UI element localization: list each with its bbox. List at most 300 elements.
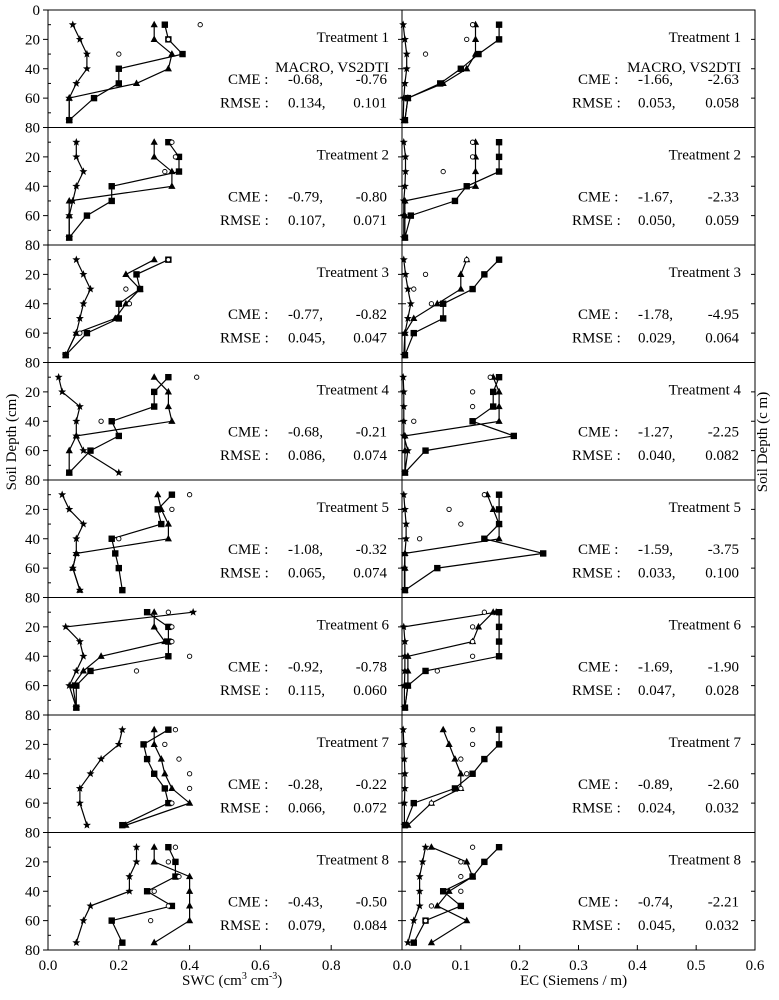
y-tick-label: 0 xyxy=(32,3,40,19)
swc-rmse-vs2dti: 0.072 xyxy=(353,800,387,817)
ec-macro-point xyxy=(490,389,496,395)
ec-cme-label: CME : xyxy=(578,424,619,441)
ec-observed-point xyxy=(488,375,492,379)
swc-macro-line xyxy=(69,142,179,238)
ec-macro-point xyxy=(411,800,417,806)
ec-x-tick-label: 0.6 xyxy=(745,958,765,974)
swc-cme-macro: -0.68, xyxy=(288,424,323,441)
y-axis-label-left: Soil Depth (cm) xyxy=(4,393,20,491)
ec-rmse-label: RMSE : xyxy=(572,330,621,347)
swc-rmse-macro: 0.079, xyxy=(288,918,326,935)
y-tick-label: 40 xyxy=(25,61,40,78)
swc-cme-vs2dti: -0.80 xyxy=(355,189,387,206)
swc-macro-point xyxy=(165,653,171,659)
ec-macro-point xyxy=(408,212,414,218)
swc-rmse-vs2dti: 0.084 xyxy=(353,918,387,935)
ec-vs2dti-point xyxy=(445,740,452,747)
swc-macro-point xyxy=(169,491,175,497)
y-tick-label: 20 xyxy=(25,502,40,519)
swc-macro-point xyxy=(162,21,168,27)
swc-cme-label: CME : xyxy=(228,777,269,794)
ec-observed-point xyxy=(412,419,416,423)
swc-vs2dti-point xyxy=(158,755,165,762)
swc-observed-point xyxy=(177,874,181,878)
ec-macro-point xyxy=(496,844,502,850)
swc-observed-point xyxy=(163,742,167,746)
ec-panel-title: Treatment 7 xyxy=(668,735,741,751)
y-tick-label: 80 xyxy=(25,355,40,372)
ec-rmse-vs2dti: 0.032 xyxy=(705,800,739,817)
swc-initial-line xyxy=(76,847,136,943)
swc-cme-macro: -0.77, xyxy=(288,307,323,324)
ec-macro-point xyxy=(402,587,408,593)
y-tick-label: 20 xyxy=(25,32,40,49)
swc-cme-macro: -1.08, xyxy=(288,542,323,559)
ec-observed-point xyxy=(459,757,463,761)
ec-observed-point xyxy=(459,786,463,790)
swc-panel-title: Treatment 5 xyxy=(316,500,389,516)
swc-vs2dti-point xyxy=(186,799,193,806)
ec-vs2dti-point xyxy=(495,417,502,424)
swc-observed-point xyxy=(148,918,152,922)
swc-initial-point xyxy=(189,608,197,616)
swc-panel-title: Treatment 3 xyxy=(316,265,389,281)
swc-vs2dti-point xyxy=(80,667,87,674)
ec-panel-title: Treatment 3 xyxy=(668,265,741,281)
ec-macro-point xyxy=(496,741,502,747)
swc-rmse-label: RMSE : xyxy=(220,683,269,700)
swc-macro-point xyxy=(179,51,185,57)
swc-vs2dti-point xyxy=(66,447,73,454)
ec-observed-point xyxy=(412,287,416,291)
swc-macro-point xyxy=(109,183,115,189)
swc-observed-point xyxy=(170,140,174,144)
y-tick-label: 80 xyxy=(25,238,40,254)
swc-vs2dti-point xyxy=(151,726,158,733)
swc-vs2dti-point xyxy=(168,182,175,189)
swc-cme-label: CME : xyxy=(228,307,269,324)
swc-rmse-vs2dti: 0.101 xyxy=(353,95,387,112)
ec-observed-point xyxy=(423,918,427,922)
ec-observed-point xyxy=(447,507,451,511)
swc-observed-point xyxy=(170,639,174,643)
swc-rmse-macro: 0.086, xyxy=(288,448,326,465)
swc-macro-point xyxy=(87,668,93,674)
panels-group xyxy=(25,3,755,959)
ec-vs2dti-point xyxy=(440,726,447,733)
swc-macro-point xyxy=(172,859,178,865)
swc-observed-point xyxy=(173,727,177,731)
ec-observed-point xyxy=(470,654,474,658)
ec-models-header: MACRO, VS2DTI xyxy=(627,60,741,76)
ec-vs2dti-point xyxy=(410,314,417,321)
ec-macro-point xyxy=(496,638,502,644)
ec-cme-macro: -1.67, xyxy=(638,189,673,206)
y-tick-label: 40 xyxy=(25,179,40,196)
ec-rmse-macro: 0.040, xyxy=(638,448,676,465)
ec-rmse-label: RMSE : xyxy=(572,448,621,465)
ec-macro-point xyxy=(496,506,502,512)
swc-macro-point xyxy=(144,888,150,894)
ec-macro-point xyxy=(402,117,408,123)
swc-observed-point xyxy=(117,537,121,541)
ec-cme-vs2dti: -4.95 xyxy=(707,307,739,324)
swc-macro-point xyxy=(66,117,72,123)
swc-panel-title: Treatment 2 xyxy=(316,147,389,164)
ec-cme-vs2dti: -2.25 xyxy=(707,424,739,441)
swc-vs2dti-point xyxy=(151,939,158,946)
swc-cme-vs2dti: -0.82 xyxy=(355,307,387,324)
swc-observed-point xyxy=(187,654,191,658)
ec-observed-point xyxy=(470,155,474,159)
ec-macro-line xyxy=(405,142,499,238)
ec-macro-line xyxy=(405,25,499,121)
ec-macro-line xyxy=(405,612,499,708)
ec-rmse-macro: 0.033, xyxy=(638,565,676,582)
ec-macro-point xyxy=(458,66,464,72)
ec-rmse-macro: 0.024, xyxy=(638,800,676,817)
ec-observed-point xyxy=(470,742,474,746)
swc-macro-point xyxy=(84,212,90,218)
swc-macro-point xyxy=(66,469,72,475)
ec-observed-point xyxy=(470,845,474,849)
ec-macro-point xyxy=(452,785,458,791)
swc-initial-point xyxy=(125,887,133,895)
ec-observed-point xyxy=(459,522,463,526)
ec-macro-point xyxy=(481,859,487,865)
swc-panel-title: Treatment 8 xyxy=(316,852,389,869)
ec-cme-vs2dti: -2.21 xyxy=(707,894,739,911)
ec-macro-point xyxy=(481,271,487,277)
ec-vs2dti-point xyxy=(495,388,502,395)
swc-cme-label: CME : xyxy=(228,424,269,441)
ec-panel-title: Treatment 4 xyxy=(668,382,741,399)
swc-cme-vs2dti: -0.76 xyxy=(355,72,387,89)
swc-initial-point xyxy=(69,20,77,28)
ec-macro-point xyxy=(490,403,496,409)
y-tick-label: 80 xyxy=(25,120,40,137)
swc-macro-point xyxy=(109,917,115,923)
ec-macro-point xyxy=(422,447,428,453)
swc-macro-point xyxy=(109,418,115,424)
y-tick-label: 80 xyxy=(25,943,40,959)
ec-vs2dti-point xyxy=(472,168,479,175)
swc-observed-point xyxy=(134,669,138,673)
swc-vs2dti-point xyxy=(151,256,158,263)
ec-vs2dti-line xyxy=(408,730,461,826)
swc-cme-label: CME : xyxy=(228,72,269,89)
swc-vs2dti-point xyxy=(161,770,168,777)
ec-macro-point xyxy=(422,668,428,674)
swc-macro-point xyxy=(176,168,182,174)
ec-macro-point xyxy=(496,374,502,380)
y-tick-label: 40 xyxy=(25,766,40,783)
ec-rmse-vs2dti: 0.032 xyxy=(705,918,739,935)
ec-macro-point xyxy=(496,154,502,160)
ec-panel-title: Treatment 1 xyxy=(668,30,741,46)
swc-macro-point xyxy=(116,301,122,307)
swc-rmse-vs2dti: 0.074 xyxy=(353,565,387,582)
ec-macro-point xyxy=(440,301,446,307)
ec-observed-point xyxy=(429,302,433,306)
swc-vs2dti-point xyxy=(154,491,161,498)
ec-macro-point xyxy=(469,286,475,292)
ec-observed-point xyxy=(459,874,463,878)
ec-cme-macro: -1.78, xyxy=(638,307,673,324)
swc-cme-macro: -0.92, xyxy=(288,659,323,676)
ec-vs2dti-point xyxy=(434,300,441,307)
ec-vs2dti-point xyxy=(457,270,464,277)
ec-rmse-label: RMSE : xyxy=(572,918,621,935)
y-tick-label: 60 xyxy=(25,561,40,578)
ec-macro-point xyxy=(496,168,502,174)
ec-vs2dti-point xyxy=(428,843,435,850)
swc-macro-point xyxy=(66,234,72,240)
ec-vs2dti-line xyxy=(405,142,476,238)
swc-observed-point xyxy=(166,610,170,614)
y-tick-label: 20 xyxy=(25,737,40,754)
y-tick-label: 20 xyxy=(25,384,40,401)
swc-rmse-macro: 0.115, xyxy=(288,683,325,700)
ec-rmse-vs2dti: 0.058 xyxy=(705,95,739,112)
swc-observed-point xyxy=(152,889,156,893)
y-tick-label: 60 xyxy=(25,913,40,930)
ec-cme-macro: -1.27, xyxy=(638,424,673,441)
ec-vs2dti-point xyxy=(490,505,497,512)
swc-macro-point xyxy=(155,506,161,512)
y-axis-label-right: Soil Depth (c m) xyxy=(755,391,771,493)
panel-1 xyxy=(25,3,755,137)
swc-observed-point xyxy=(187,492,191,496)
swc-initial-point xyxy=(76,35,84,43)
swc-rmse-label: RMSE : xyxy=(220,330,269,347)
ec-macro-point xyxy=(464,183,470,189)
swc-vs2dti-point xyxy=(151,373,158,380)
ec-cme-vs2dti: -2.63 xyxy=(707,72,739,89)
y-tick-label: 20 xyxy=(25,854,40,871)
swc-rmse-vs2dti: 0.071 xyxy=(353,213,387,230)
y-tick-label: 60 xyxy=(25,208,40,225)
swc-cme-vs2dti: -0.50 xyxy=(355,894,387,911)
swc-x-tick-label: 0.6 xyxy=(251,958,270,974)
swc-macro-point xyxy=(137,286,143,292)
swc-axis-label-name: SWC xyxy=(182,973,215,989)
swc-macro-point xyxy=(73,704,79,710)
x-axis-ticks xyxy=(39,945,765,974)
ec-vs2dti-line xyxy=(405,495,499,591)
swc-cme-label: CME : xyxy=(228,659,269,676)
ec-rmse-label: RMSE : xyxy=(572,95,621,112)
ec-macro-point xyxy=(402,469,408,475)
swc-cme-vs2dti: -0.32 xyxy=(355,542,387,559)
swc-rmse-macro: 0.134, xyxy=(288,95,326,112)
ec-x-tick-label: 0.0 xyxy=(392,958,412,974)
swc-rmse-label: RMSE : xyxy=(220,448,269,465)
swc-vs2dti-point xyxy=(151,35,158,42)
ec-cme-label: CME : xyxy=(578,189,619,206)
ec-vs2dti-line xyxy=(405,260,467,356)
ec-macro-point xyxy=(496,521,502,527)
ec-cme-macro: -1.69, xyxy=(638,659,673,676)
ec-vs2dti-point xyxy=(472,35,479,42)
ec-cme-vs2dti: -2.33 xyxy=(707,189,739,206)
swc-vs2dti-point xyxy=(165,65,172,72)
ec-initial-point xyxy=(416,902,424,910)
ec-macro-point xyxy=(440,888,446,894)
y-tick-label: 60 xyxy=(25,796,40,813)
ec-macro-point xyxy=(402,352,408,358)
swc-macro-point xyxy=(165,844,171,850)
ec-rmse-label: RMSE : xyxy=(572,683,621,700)
ec-macro-point xyxy=(402,822,408,828)
swc-observed-point xyxy=(187,786,191,790)
swc-vs2dti-point xyxy=(151,138,158,145)
swc-initial-point xyxy=(86,285,94,293)
y-tick-label: 40 xyxy=(25,884,40,901)
ec-macro-line xyxy=(405,730,499,826)
swc-macro-point xyxy=(144,756,150,762)
swc-initial-point xyxy=(72,938,80,946)
ec-rmse-vs2dti: 0.082 xyxy=(705,448,739,465)
swc-macro-point xyxy=(63,352,69,358)
ec-vs2dti-point xyxy=(495,535,502,542)
ec-axis-label: EC (Siemens / m) xyxy=(520,973,628,989)
swc-observed-point xyxy=(170,625,174,629)
ec-observed-point xyxy=(465,257,469,261)
ec-cme-macro: -1.66, xyxy=(638,72,673,89)
ec-x-tick-label: 0.1 xyxy=(451,958,471,974)
ec-cme-label: CME : xyxy=(578,777,619,794)
swc-initial-line xyxy=(66,260,91,356)
ec-rmse-macro: 0.047, xyxy=(638,683,676,700)
ec-vs2dti-point xyxy=(428,939,435,946)
swc-initial-point xyxy=(58,490,66,498)
swc-axis-label: SWC ($cm^3$ $cm^{-3}$) xyxy=(182,971,283,989)
swc-panel-title: Treatment 1 xyxy=(316,30,389,46)
ec-observed-point xyxy=(482,492,486,496)
swc-rmse-macro: 0.107, xyxy=(288,213,326,230)
ec-cme-macro: -0.89, xyxy=(638,777,673,794)
swc-initial-point xyxy=(72,255,80,263)
y-tick-label: 40 xyxy=(25,649,40,666)
swc-vs2dti-line xyxy=(126,730,190,826)
swc-observed-point xyxy=(187,772,191,776)
panel-5 xyxy=(25,480,755,607)
swc-initial-point xyxy=(76,799,84,807)
ec-rmse-vs2dti: 0.028 xyxy=(705,683,739,700)
ec-observed-point xyxy=(470,390,474,394)
ec-macro-point xyxy=(411,330,417,336)
swc-vs2dti-point xyxy=(186,887,193,894)
ec-observed-point xyxy=(423,52,427,56)
swc-macro-point xyxy=(162,785,168,791)
swc-initial-point xyxy=(83,821,91,829)
panel-6 xyxy=(25,598,755,725)
ec-x-tick-label: 0.5 xyxy=(686,958,706,974)
ec-observed-point xyxy=(465,772,469,776)
swc-vs2dti-point xyxy=(165,403,172,410)
ec-cme-label: CME : xyxy=(578,72,619,89)
ec-macro-point xyxy=(496,21,502,27)
swc-initial-point xyxy=(86,902,94,910)
swc-rmse-macro: 0.065, xyxy=(288,565,326,582)
swc-vs2dti-point xyxy=(165,535,172,542)
swc-cme-label: CME : xyxy=(228,189,269,206)
ec-observed-point xyxy=(459,860,463,864)
ec-vs2dti-point xyxy=(457,770,464,777)
swc-initial-point xyxy=(97,755,105,763)
ec-rmse-macro: 0.053, xyxy=(638,95,676,112)
swc-observed-point xyxy=(166,257,170,261)
ec-macro-point xyxy=(440,315,446,321)
swc-rmse-macro: 0.066, xyxy=(288,800,326,817)
y-tick-label: 60 xyxy=(25,678,40,695)
swc-cme-vs2dti: -0.22 xyxy=(355,777,387,794)
ec-panel-title: Treatment 6 xyxy=(668,617,741,634)
swc-observed-point xyxy=(170,801,174,805)
y-tick-label: 60 xyxy=(25,91,40,108)
ec-macro-point xyxy=(496,36,502,42)
ec-observed-point xyxy=(470,22,474,26)
swc-rmse-vs2dti: 0.074 xyxy=(353,448,387,465)
ec-rmse-label: RMSE : xyxy=(572,565,621,582)
y-tick-label: 40 xyxy=(25,531,40,548)
swc-observed-point xyxy=(78,331,82,335)
swc-macro-point xyxy=(165,374,171,380)
ec-cme-label: CME : xyxy=(578,307,619,324)
swc-vs2dti-point xyxy=(151,21,158,28)
ec-vs2dti-point xyxy=(495,403,502,410)
y-tick-label: 60 xyxy=(25,326,40,343)
swc-initial-point xyxy=(79,916,87,924)
ec-observed-point xyxy=(423,272,427,276)
swc-x-tick-label: 0.4 xyxy=(180,958,199,974)
ec-x-tick-label: 0.4 xyxy=(627,958,647,974)
ec-macro-point xyxy=(540,550,546,556)
panel-3 xyxy=(25,245,755,372)
swc-macro-point xyxy=(116,433,122,439)
swc-macro-point xyxy=(151,403,157,409)
ec-rmse-macro: 0.029, xyxy=(638,330,676,347)
ec-macro-point xyxy=(496,491,502,497)
y-tick-label: 60 xyxy=(25,443,40,460)
ec-macro-point xyxy=(402,234,408,240)
swc-x-tick-label: 0.2 xyxy=(109,958,129,974)
swc-initial-point xyxy=(115,468,123,476)
swc-observed-point xyxy=(166,904,170,908)
swc-macro-point xyxy=(119,587,125,593)
swc-vs2dti-point xyxy=(151,153,158,160)
swc-cme-label: CME : xyxy=(228,894,269,911)
swc-rmse-label: RMSE : xyxy=(220,918,269,935)
ec-rmse-vs2dti: 0.100 xyxy=(705,565,739,582)
swc-x-tick-label: 0.8 xyxy=(321,958,341,974)
swc-macro-point xyxy=(112,550,118,556)
swc-initial-point xyxy=(72,667,80,675)
ec-cme-label: CME : xyxy=(578,542,619,559)
swc-vs2dti-point xyxy=(168,784,175,791)
swc-rmse-vs2dti: 0.060 xyxy=(353,683,387,700)
swc-macro-point xyxy=(151,771,157,777)
ec-rmse-macro: 0.050, xyxy=(638,213,676,230)
swc-vs2dti-point xyxy=(168,417,175,424)
swc-vs2dti-point xyxy=(151,608,158,615)
y-tick-label: 40 xyxy=(25,414,40,431)
swc-cme-macro: -0.68, xyxy=(288,72,323,89)
swc-initial-point xyxy=(83,65,91,73)
swc-rmse-label: RMSE : xyxy=(220,213,269,230)
swc-vs2dti-point xyxy=(186,902,193,909)
